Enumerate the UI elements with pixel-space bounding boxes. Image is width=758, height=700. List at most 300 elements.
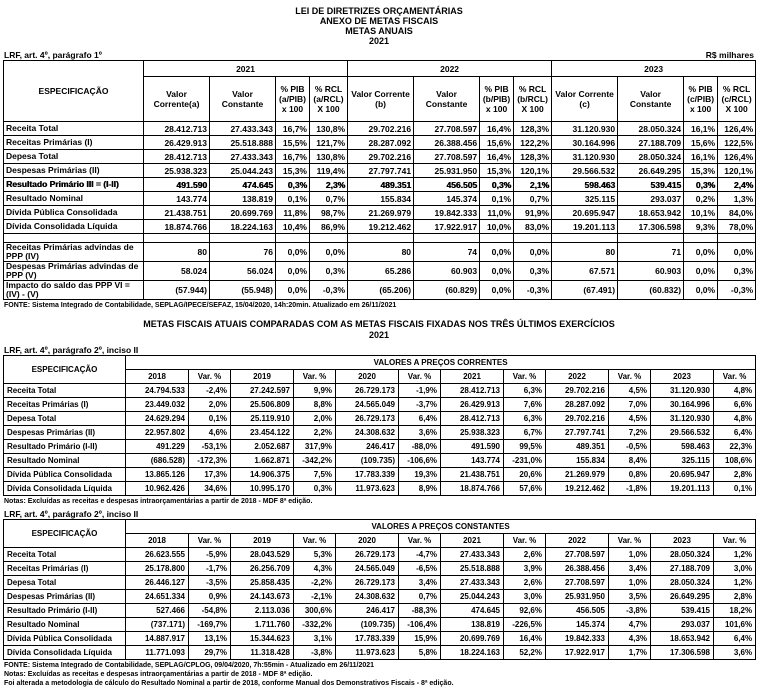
cell-value: 52,2%	[504, 646, 546, 660]
cell-value: 26.729.173	[336, 548, 399, 562]
column-header: Valor Constante	[618, 77, 684, 122]
cell-value: -4,7%	[399, 548, 441, 562]
cell-value: 18.653.942	[618, 206, 684, 220]
cell-value: 26.623.555	[126, 548, 189, 562]
cell-value: 80	[552, 243, 618, 262]
column-header: Var. %	[504, 534, 546, 548]
row-label: Receita Total	[4, 384, 126, 398]
cell-value: -3,5%	[189, 576, 231, 590]
cell-value: (109.735)	[336, 454, 399, 468]
cell-value: 119,4%	[310, 164, 348, 178]
cell-value: 0,3%	[310, 262, 348, 281]
cell-value: 20.695.947	[552, 206, 618, 220]
table-row	[4, 164, 756, 178]
cell-value: 17.922.917	[546, 646, 609, 660]
cell-value: 28.412.713	[441, 412, 504, 426]
cell-value: 26.729.173	[336, 576, 399, 590]
cell-value: 527.466	[126, 604, 189, 618]
cell-value: 145.374	[546, 618, 609, 632]
cell-value: 15,5%	[276, 136, 310, 150]
column-header: % PIB (c/PIB) x 100	[684, 77, 718, 122]
cell-value: 26.388.456	[546, 562, 609, 576]
cell-value: 246.417	[336, 440, 399, 454]
table3-caption-row	[4, 509, 754, 519]
cell-value: 3,6%	[399, 426, 441, 440]
cell-value: 2.113.036	[231, 604, 294, 618]
cell-value: 21.438.751	[441, 468, 504, 482]
table-row	[4, 440, 756, 454]
cell-value: 16,1%	[684, 150, 718, 164]
cell-value: -2,1%	[294, 590, 336, 604]
cell-value: 14.906.375	[231, 468, 294, 482]
cell-value: -3,7%	[399, 398, 441, 412]
cell-value: 16,4%	[480, 150, 514, 164]
row-label: Receita Total	[4, 122, 144, 136]
column-header: % RCL (c/RCL) X 100	[718, 77, 756, 122]
cell-value: 15,3%	[276, 164, 310, 178]
cell-value: 145.374	[414, 192, 480, 206]
cell-value: -0,3%	[514, 281, 552, 300]
cell-value: 4,6%	[189, 426, 231, 440]
cell-value: 0,9%	[189, 590, 231, 604]
column-header: Var. %	[399, 534, 441, 548]
spacer-cell	[310, 234, 348, 243]
cell-value: 11.318.428	[231, 646, 294, 660]
cell-value: 31.120.930	[651, 384, 714, 398]
cell-value: 17.783.339	[336, 632, 399, 646]
cell-value: -0,3%	[718, 281, 756, 300]
cell-value: 21.269.979	[546, 468, 609, 482]
table-row	[4, 618, 756, 632]
row-label: Resultado Nominal	[4, 618, 126, 632]
cell-value: 27.242.597	[231, 384, 294, 398]
cell-value: 65.286	[348, 262, 414, 281]
cell-value: (109.735)	[336, 618, 399, 632]
table1-caption-left: LRF, art. 4º, parágrafo 1º	[4, 50, 102, 60]
cell-value: 491.590	[441, 440, 504, 454]
cell-value: 0,1%	[276, 192, 310, 206]
cell-value: 25.931.950	[414, 164, 480, 178]
cell-value: 27.797.741	[348, 164, 414, 178]
cell-value: 29.566.532	[651, 426, 714, 440]
cell-value: 3,0%	[714, 562, 756, 576]
table-row	[4, 136, 756, 150]
cell-value: 0,0%	[480, 281, 514, 300]
cell-value: 15,9%	[399, 632, 441, 646]
cell-value: -169,7%	[189, 618, 231, 632]
spacer-cell	[276, 234, 310, 243]
table-row	[4, 604, 756, 618]
table-row	[4, 412, 756, 426]
cell-value: 27.433.343	[210, 122, 276, 136]
column-header: Valor Corrente (c)	[552, 77, 618, 122]
row-label: Depesa Total	[4, 412, 126, 426]
cell-value: 0,8%	[609, 468, 651, 482]
table-row	[4, 150, 756, 164]
cell-value: 67.571	[552, 262, 618, 281]
cell-value: -1,7%	[189, 562, 231, 576]
cell-value: 13.865.126	[126, 468, 189, 482]
cell-value: -332,2%	[294, 618, 336, 632]
table2-caption-left: LRF, art. 4º, parágrafo 2º, inciso II	[4, 345, 139, 355]
cell-value: 317,9%	[294, 440, 336, 454]
especificacao-header: ESPECIFICAÇÃO	[4, 520, 126, 548]
cell-value: 10.962.426	[126, 482, 189, 496]
cell-value: 29.702.216	[348, 150, 414, 164]
cell-value: 122,2%	[514, 136, 552, 150]
row-label: Resultado Nominal	[4, 454, 126, 468]
cell-value: 0,0%	[276, 262, 310, 281]
cell-value: 539.415	[651, 604, 714, 618]
column-header: Var. %	[504, 370, 546, 384]
cell-value: 126,4%	[718, 122, 756, 136]
column-header: Valor Constante	[210, 77, 276, 122]
cell-value: 25.938.323	[144, 164, 210, 178]
cell-value: 15.344.623	[231, 632, 294, 646]
cell-value: -106,6%	[399, 454, 441, 468]
spacer-cell	[514, 234, 552, 243]
group-header-row	[4, 520, 756, 534]
section2-title-line: METAS FISCAIS ATUAIS COMPARADAS COM AS METAS FISCAIS FIXADAS NOS TRÊS ÚLTIMOS EXERCÍCIOS	[143, 319, 615, 329]
table-row	[4, 646, 756, 660]
cell-value: 130,8%	[310, 150, 348, 164]
group-header-row	[4, 356, 756, 370]
cell-value: 2,0%	[294, 412, 336, 426]
cell-value: 1,0%	[609, 548, 651, 562]
cell-value: 7,5%	[294, 468, 336, 482]
title-line: LEI DE DIRETRIZES ORÇAMENTÁRIAS	[295, 6, 463, 16]
cell-value: 26.729.173	[336, 384, 399, 398]
especificacao-header: ESPECIFICAÇÃO	[4, 61, 144, 122]
cell-value: 122,5%	[718, 136, 756, 150]
column-header: Var. %	[294, 534, 336, 548]
row-label: Resultado Nominal	[4, 192, 144, 206]
cell-value: 26.429.913	[441, 398, 504, 412]
cell-value: -106,4%	[399, 618, 441, 632]
metas-anuais-table	[3, 60, 756, 300]
cell-value: 10.995.170	[231, 482, 294, 496]
cell-value: 121,7%	[310, 136, 348, 150]
cell-value: 0,0%	[480, 243, 514, 262]
table-row	[4, 576, 756, 590]
cell-value: (686.528)	[126, 454, 189, 468]
cell-value: 300,6%	[294, 604, 336, 618]
cell-value: -1,8%	[609, 482, 651, 496]
cell-value: 120,1%	[718, 164, 756, 178]
column-header: Valor Corrente(a)	[144, 77, 210, 122]
cell-value: 0,0%	[514, 243, 552, 262]
cell-value: 17.306.598	[651, 646, 714, 660]
column-header: 2022	[546, 534, 609, 548]
table1-unit-label: R$ milhares	[705, 50, 754, 60]
cell-value: -231,0%	[504, 454, 546, 468]
cell-value: 18.653.942	[651, 632, 714, 646]
cell-value: 101,6%	[714, 618, 756, 632]
cell-value: (60.832)	[618, 281, 684, 300]
cell-value: 474.645	[210, 178, 276, 192]
cell-value: 18,2%	[714, 604, 756, 618]
spacer-cell	[684, 234, 718, 243]
column-header: Var. %	[714, 370, 756, 384]
cell-value: 24.651.334	[126, 590, 189, 604]
cell-value: 0,0%	[718, 243, 756, 262]
cell-value: 25.178.800	[126, 562, 189, 576]
row-label: Dívida Pública Consolidada	[4, 206, 144, 220]
cell-value: 1,2%	[714, 548, 756, 562]
group-header: VALORES A PREÇOS CONSTANTES	[126, 520, 756, 534]
cell-value: 86,9%	[310, 220, 348, 234]
cell-value: 83,0%	[514, 220, 552, 234]
row-label: Depesa Total	[4, 150, 144, 164]
cell-value: 2,2%	[294, 426, 336, 440]
cell-value: 11.973.623	[336, 646, 399, 660]
cell-value: 58.024	[144, 262, 210, 281]
cell-value: 24.308.632	[336, 590, 399, 604]
cell-value: 491.229	[126, 440, 189, 454]
cell-value: 27.433.343	[441, 576, 504, 590]
cell-value: 28.050.324	[651, 576, 714, 590]
cell-value: 0,7%	[310, 192, 348, 206]
cell-value: 128,3%	[514, 150, 552, 164]
cell-value: 11,8%	[276, 206, 310, 220]
cell-value: 14.887.917	[126, 632, 189, 646]
cell-value: 6,6%	[714, 398, 756, 412]
column-header: 2019	[231, 534, 294, 548]
column-header: Var. %	[609, 370, 651, 384]
spacer-section	[4, 234, 756, 243]
cell-value: 27.433.343	[441, 548, 504, 562]
cell-value: 25.938.323	[441, 426, 504, 440]
cell-value: 25.858.435	[231, 576, 294, 590]
column-header: % PIB (a/PIB) x 100	[276, 77, 310, 122]
cell-value: 20.695.947	[651, 468, 714, 482]
cell-value: 15,3%	[684, 164, 718, 178]
column-header: 2018	[126, 370, 189, 384]
table-row	[4, 548, 756, 562]
cell-value: 23.449.032	[126, 398, 189, 412]
spacer-cell	[348, 234, 414, 243]
row-label: Depesa Total	[4, 576, 126, 590]
column-header: Var. %	[189, 534, 231, 548]
cell-value: 28.050.324	[618, 150, 684, 164]
cell-value: 6,7%	[504, 426, 546, 440]
document-title	[3, 6, 755, 46]
cell-value: 28.050.324	[618, 122, 684, 136]
cell-value: 25.518.888	[441, 562, 504, 576]
table1-fonte: FONTE: Sistema Integrado de Contabilidade, SEPLAG/IPECE/SEFAZ, 15/04/2020, 14h:20min. Atualizado em 26/11/2021	[4, 302, 397, 309]
cell-value: 4,8%	[714, 412, 756, 426]
cell-value: 0,3%	[514, 262, 552, 281]
cell-value: 31.120.930	[552, 122, 618, 136]
table-row	[4, 562, 756, 576]
cell-value: 1,3%	[718, 192, 756, 206]
cell-value: 15,6%	[684, 136, 718, 150]
cell-value: 7,6%	[504, 398, 546, 412]
section2-title	[3, 319, 755, 341]
cell-value: 91,9%	[514, 206, 552, 220]
cell-value: 80	[144, 243, 210, 262]
cell-value: 19,3%	[399, 468, 441, 482]
cell-value: 27.433.343	[210, 150, 276, 164]
cell-value: 28.287.092	[348, 136, 414, 150]
cell-value: (55.948)	[210, 281, 276, 300]
row-label: Dívida Pública Consolidada	[4, 632, 126, 646]
cell-value: 28.050.324	[651, 548, 714, 562]
cell-value: 31.120.930	[552, 150, 618, 164]
cell-value: 4,5%	[609, 412, 651, 426]
cell-value: 26.446.127	[126, 576, 189, 590]
cell-value: 0,3%	[276, 178, 310, 192]
cell-value: 74	[414, 243, 480, 262]
cell-value: 24.143.673	[231, 590, 294, 604]
cell-value: 6,4%	[714, 632, 756, 646]
table-row	[4, 206, 756, 220]
cell-value: 2,4%	[718, 178, 756, 192]
cell-value: 29.702.216	[546, 412, 609, 426]
cell-value: 19.201.113	[552, 220, 618, 234]
cell-value: -6,5%	[399, 562, 441, 576]
cell-value: 1,2%	[714, 576, 756, 590]
row-label: Despesas Primárias (II)	[4, 590, 126, 604]
year-header-row	[4, 61, 756, 77]
cell-value: 56.024	[210, 262, 276, 281]
column-header: Valor Constante	[414, 77, 480, 122]
table-row	[4, 398, 756, 412]
cell-value: 23.454.122	[231, 426, 294, 440]
cell-value: 489.351	[348, 178, 414, 192]
cell-value: -5,9%	[189, 548, 231, 562]
cell-value: 29.702.216	[546, 384, 609, 398]
column-header: 2022	[546, 370, 609, 384]
cell-value: 5,8%	[399, 646, 441, 660]
row-label: Resultado Primário (I-II)	[4, 440, 126, 454]
cell-value: 1.711.760	[231, 618, 294, 632]
row-label: Receitas Primárias (I)	[4, 136, 144, 150]
cell-value: 3,4%	[399, 576, 441, 590]
cell-value: 17.783.339	[336, 468, 399, 482]
column-header: 2021	[441, 534, 504, 548]
cell-value: 293.037	[618, 192, 684, 206]
spacer-cell	[210, 234, 276, 243]
cell-value: (737.171)	[126, 618, 189, 632]
cell-value: 8,8%	[294, 398, 336, 412]
row-label: Dívida Consolidada Líquida	[4, 220, 144, 234]
cell-value: 246.417	[336, 604, 399, 618]
cell-value: 6,4%	[399, 412, 441, 426]
cell-value: 21.438.751	[144, 206, 210, 220]
title-line: ANEXO DE METAS FISCAIS	[319, 16, 439, 26]
row-label: Dívida Consolidada Líquida	[4, 482, 126, 496]
cell-value: 0,0%	[684, 262, 718, 281]
cell-value: 0,0%	[684, 281, 718, 300]
column-header: % PIB (b/PIB) x 100	[480, 77, 514, 122]
table-row	[4, 122, 756, 136]
spacer-cell	[552, 234, 618, 243]
spacer-cell	[618, 234, 684, 243]
cell-value: 19.212.462	[546, 482, 609, 496]
column-header: Var. %	[609, 534, 651, 548]
cell-value: 18.224.163	[441, 646, 504, 660]
cell-value: 7,0%	[609, 398, 651, 412]
table3-caption-left: LRF, art. 4º, parágrafo 2º, inciso II	[4, 509, 139, 519]
cell-value: 11.771.093	[126, 646, 189, 660]
table3-nota: Notas: Excluídas as receitas e despesas intraorçamentárias a partir de 2018 - MDF 8ª edição.	[4, 671, 313, 678]
row-label: Despesas Primárias (II)	[4, 164, 144, 178]
title-line: 2021	[368, 36, 390, 46]
cell-value: -1,9%	[399, 384, 441, 398]
cell-value: 2,0%	[189, 398, 231, 412]
cell-value: 99,5%	[504, 440, 546, 454]
cell-value: 5,3%	[294, 548, 336, 562]
cell-value: 28.287.092	[546, 398, 609, 412]
cell-value: (67.491)	[552, 281, 618, 300]
column-header: % RCL (b/RCL) X 100	[514, 77, 552, 122]
cell-value: 138.819	[441, 618, 504, 632]
cell-value: 489.351	[546, 440, 609, 454]
cell-value: 4,7%	[609, 618, 651, 632]
cell-value: 22.957.802	[126, 426, 189, 440]
cell-value: 4,5%	[609, 384, 651, 398]
cell-value: 143.774	[441, 454, 504, 468]
cell-value: 27.708.597	[546, 548, 609, 562]
cell-value: 10,1%	[684, 206, 718, 220]
cell-value: 120,1%	[514, 164, 552, 178]
spacer-row	[4, 234, 756, 243]
table2-nota: Notas: Excluídas as receitas e despesas intraorçamentárias a partir de 2018 - MDF 8ª edição.	[4, 498, 313, 505]
cell-value: 0,0%	[684, 243, 718, 262]
cell-value: 2,1%	[514, 178, 552, 192]
cell-value: 456.505	[414, 178, 480, 192]
cell-value: 18.874.766	[441, 482, 504, 496]
cell-value: 29.702.216	[348, 122, 414, 136]
cell-value: 4,8%	[714, 384, 756, 398]
cell-value: 108,6%	[714, 454, 756, 468]
spacer-cell	[480, 234, 514, 243]
cell-value: 0,3%	[718, 262, 756, 281]
spacer-cell	[4, 234, 144, 243]
cell-value: 11.973.623	[336, 482, 399, 496]
cell-value: 293.037	[651, 618, 714, 632]
cell-value: -226,5%	[504, 618, 546, 632]
cell-value: 0,1%	[480, 192, 514, 206]
table3-nota: Foi alterada a metodologia de cálculo do Resultado Nominal a partir de 2018, conforme Manual dos Demonstrativos Fiscais - 8ª edição.	[4, 680, 454, 687]
cell-value: 19.842.333	[546, 632, 609, 646]
column-header: 2023	[651, 534, 714, 548]
cell-value: 2,8%	[714, 590, 756, 604]
cell-value: 0,0%	[480, 262, 514, 281]
row-label: Receita Total	[4, 548, 126, 562]
row-label: Dívida Consolidada Líquida	[4, 646, 126, 660]
cell-value: 84,0%	[718, 206, 756, 220]
cell-value: 598.463	[651, 440, 714, 454]
cell-value: 8,4%	[609, 454, 651, 468]
table-row	[4, 281, 756, 300]
column-header: Var. %	[189, 370, 231, 384]
cell-value: 6,4%	[714, 426, 756, 440]
row-label: Dívida Pública Consolidada	[4, 468, 126, 482]
cell-value: 24.565.049	[336, 562, 399, 576]
cell-value: 491.590	[144, 178, 210, 192]
cell-value: 19.212.462	[348, 220, 414, 234]
cell-value: 0,3%	[480, 178, 514, 192]
column-header: 2019	[231, 370, 294, 384]
cell-value: 15,3%	[480, 164, 514, 178]
cell-value: 98,7%	[310, 206, 348, 220]
row-label: Despesas Primárias advindas de PPP (V)	[4, 262, 144, 281]
table-row	[4, 384, 756, 398]
cell-value: 17.306.598	[618, 220, 684, 234]
cell-value: 27.188.709	[618, 136, 684, 150]
